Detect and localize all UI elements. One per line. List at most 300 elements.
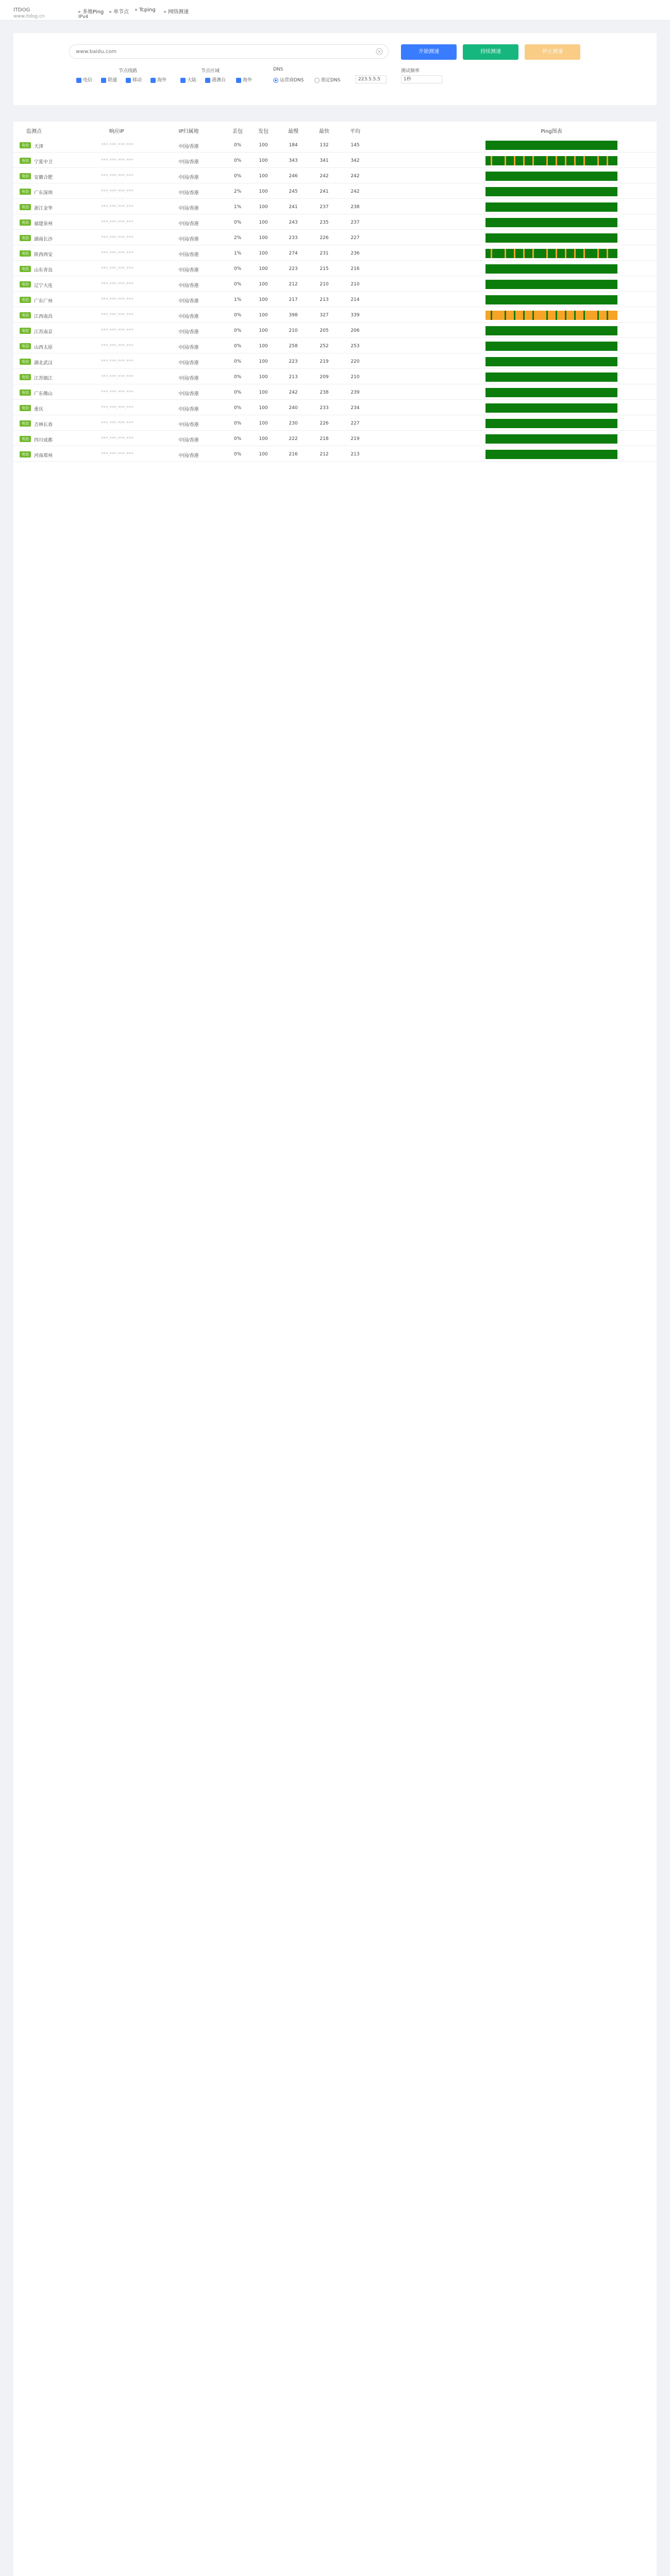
avg-latency: 216 bbox=[350, 266, 360, 272]
avg-latency: 239 bbox=[350, 390, 360, 395]
top-bar bbox=[0, 0, 670, 21]
loss-rate: 0% bbox=[233, 390, 242, 395]
loss-rate: 0% bbox=[233, 174, 242, 179]
ping-chart-spike bbox=[574, 156, 576, 165]
avg-latency: 339 bbox=[350, 313, 360, 318]
table-row bbox=[13, 293, 657, 307]
avg-latency: 220 bbox=[350, 359, 360, 364]
site-name: 湖南长沙 bbox=[34, 237, 53, 242]
table-row bbox=[13, 231, 657, 245]
site-name: 宁夏中卫 bbox=[34, 160, 53, 165]
response-ip: ***.***.***.*** bbox=[101, 282, 133, 287]
ping-chart-spike bbox=[583, 311, 585, 320]
bullet-icon bbox=[109, 11, 111, 13]
interval-select[interactable]: 1秒 bbox=[401, 75, 442, 83]
ping-chart-spike bbox=[583, 249, 585, 258]
max-latency: 233 bbox=[289, 235, 298, 241]
sent-count: 100 bbox=[259, 143, 268, 148]
ping-chart bbox=[485, 218, 617, 227]
close-icon[interactable] bbox=[376, 48, 383, 55]
site-name: 吉林长春 bbox=[34, 422, 53, 428]
ping-chart-fill bbox=[485, 372, 617, 382]
sent-count: 100 bbox=[259, 436, 268, 442]
response-ip: ***.***.***.*** bbox=[101, 220, 133, 225]
loss-rate: 0% bbox=[233, 436, 242, 442]
checkbox-icon bbox=[150, 78, 156, 83]
max-latency: 274 bbox=[289, 251, 298, 256]
ping-chart bbox=[485, 342, 617, 351]
isp-badge: 电信 bbox=[20, 312, 31, 318]
max-latency: 217 bbox=[289, 297, 298, 302]
table-row bbox=[13, 447, 657, 462]
max-latency: 184 bbox=[289, 143, 298, 148]
sent-count: 100 bbox=[259, 375, 268, 380]
loss-rate: 0% bbox=[233, 158, 242, 163]
loss-rate: 0% bbox=[233, 421, 242, 426]
ping-chart bbox=[485, 326, 617, 335]
avg-latency: 238 bbox=[350, 205, 360, 210]
min-latency: 241 bbox=[320, 189, 329, 194]
nav-ping[interactable]: 多地Ping bbox=[78, 7, 104, 15]
site-name: 重庆 bbox=[34, 407, 44, 412]
ping-chart bbox=[485, 264, 617, 274]
ping-chart-spike bbox=[514, 156, 515, 165]
response-ip: ***.***.***.*** bbox=[101, 344, 133, 349]
line-filter-label: 节点线路 bbox=[119, 69, 138, 74]
table-row bbox=[13, 169, 657, 183]
ping-chart-spike bbox=[514, 249, 515, 258]
ping-chart-spike bbox=[491, 156, 492, 165]
isp-badge: 电信 bbox=[20, 436, 31, 442]
line-checkbox-mobile[interactable]: 移动 bbox=[126, 76, 142, 83]
table-row bbox=[13, 308, 657, 323]
table-row bbox=[13, 385, 657, 400]
ping-chart-fill bbox=[485, 141, 617, 150]
response-ip: ***.***.***.*** bbox=[101, 328, 133, 333]
sent-count: 100 bbox=[259, 235, 268, 241]
ip-location: 中国/香港 bbox=[178, 392, 199, 397]
site-name: 山东青岛 bbox=[34, 268, 53, 273]
ip-location: 中国/香港 bbox=[178, 438, 199, 443]
sent-count: 100 bbox=[259, 158, 268, 163]
ip-location: 中国/香港 bbox=[178, 314, 199, 319]
sent-count: 100 bbox=[259, 220, 268, 225]
ping-chart bbox=[485, 187, 617, 196]
sent-count: 100 bbox=[259, 297, 268, 302]
bullet-icon bbox=[164, 11, 166, 13]
region-checkbox-overseas[interactable]: 海外 bbox=[236, 76, 252, 83]
brand-url: www.itdog.cn bbox=[13, 14, 45, 19]
ping-chart-spike bbox=[597, 311, 599, 320]
isp-badge: 电信 bbox=[20, 451, 31, 457]
sent-count: 100 bbox=[259, 344, 268, 349]
sent-count: 100 bbox=[259, 452, 268, 457]
avg-latency: 210 bbox=[350, 282, 360, 287]
isp-badge: 电信 bbox=[20, 219, 31, 226]
loss-rate: 2% bbox=[233, 235, 242, 241]
region-filter-label: 节点区域 bbox=[201, 69, 220, 74]
max-latency: 240 bbox=[289, 405, 298, 411]
min-latency: 210 bbox=[320, 282, 329, 287]
response-ip: ***.***.***.*** bbox=[101, 313, 133, 318]
max-latency: 223 bbox=[289, 359, 298, 364]
sent-count: 100 bbox=[259, 405, 268, 411]
nav-tcping[interactable]: Tcping bbox=[135, 7, 156, 13]
avg-latency: 219 bbox=[350, 436, 360, 442]
site-name: 陕西西安 bbox=[34, 252, 53, 258]
search-box[interactable] bbox=[69, 44, 389, 59]
ip-location: 中国/香港 bbox=[178, 252, 199, 258]
header-location[interactable]: IP归属地 bbox=[178, 129, 199, 134]
sent-count: 100 bbox=[259, 390, 268, 395]
site-name: 江西南昌 bbox=[34, 314, 53, 319]
line-checkbox-overseas[interactable]: 海外 bbox=[150, 76, 166, 83]
line-checkbox-telecom[interactable]: 电信 bbox=[76, 76, 92, 83]
isp-badge: 电信 bbox=[20, 389, 31, 396]
avg-latency: 210 bbox=[350, 375, 360, 380]
site-name: 四川成都 bbox=[34, 438, 53, 443]
ip-location: 中国/香港 bbox=[178, 191, 199, 196]
ping-chart-spike bbox=[532, 311, 534, 320]
site-name: 河南郑州 bbox=[34, 453, 53, 459]
table-row bbox=[13, 339, 657, 353]
response-ip: ***.***.***.*** bbox=[101, 266, 133, 272]
isp-badge: 电信 bbox=[20, 250, 31, 257]
ip-location: 中国/香港 bbox=[178, 407, 199, 412]
ip-location: 中国/香港 bbox=[178, 175, 199, 180]
min-latency: 252 bbox=[320, 344, 329, 349]
loss-rate: 1% bbox=[233, 297, 242, 302]
region-checkbox-hmt[interactable]: 港澳台 bbox=[205, 76, 226, 83]
sent-count: 100 bbox=[259, 328, 268, 333]
ip-location: 中国/香港 bbox=[178, 268, 199, 273]
ping-chart bbox=[485, 233, 617, 243]
avg-latency: 253 bbox=[350, 344, 360, 349]
isp-badge: 电信 bbox=[20, 374, 31, 380]
site-name: 湖北武汉 bbox=[34, 361, 53, 366]
response-ip: ***.***.***.*** bbox=[101, 158, 133, 163]
radio-off-icon bbox=[314, 78, 320, 83]
table-row bbox=[13, 432, 657, 446]
isp-badge: 电信 bbox=[20, 405, 31, 411]
max-latency: 223 bbox=[289, 266, 298, 272]
ip-location: 中国/香港 bbox=[178, 422, 199, 428]
loss-rate: 1% bbox=[233, 205, 242, 210]
ping-chart-spike bbox=[556, 156, 557, 165]
ip-location: 中国/香港 bbox=[178, 160, 199, 165]
min-latency: 242 bbox=[320, 174, 329, 179]
header-min[interactable]: 最快 bbox=[319, 129, 329, 134]
loss-rate: 0% bbox=[233, 405, 242, 411]
header-loss[interactable]: 丢包 bbox=[232, 129, 243, 134]
ip-location: 中国/香港 bbox=[178, 330, 199, 335]
avg-latency: 236 bbox=[350, 251, 360, 256]
avg-latency: 234 bbox=[350, 405, 360, 411]
ping-chart-spike bbox=[574, 311, 576, 320]
avg-latency: 342 bbox=[350, 158, 360, 163]
dns-label: DNS bbox=[273, 67, 283, 72]
ping-chart-spike bbox=[574, 249, 576, 258]
ping-chart-fill bbox=[485, 403, 617, 413]
response-ip: ***.***.***.*** bbox=[101, 189, 133, 194]
response-ip: ***.***.***.*** bbox=[101, 359, 133, 364]
ping-chart-fill bbox=[485, 280, 617, 289]
site-name: 福建泉州 bbox=[34, 222, 53, 227]
table-row bbox=[13, 416, 657, 431]
max-latency: 212 bbox=[289, 282, 298, 287]
site-name: 江苏镇江 bbox=[34, 376, 53, 381]
checkbox-icon bbox=[236, 78, 241, 83]
results-panel bbox=[13, 122, 657, 2576]
interval-label: 测试频率 bbox=[401, 69, 420, 74]
ping-chart-fill bbox=[485, 202, 617, 212]
ping-chart-spike bbox=[607, 311, 608, 320]
avg-latency: 237 bbox=[350, 220, 360, 225]
max-latency: 216 bbox=[289, 452, 298, 457]
isp-badge: 电信 bbox=[20, 281, 31, 287]
ping-chart-fill bbox=[485, 218, 617, 227]
checkbox-icon bbox=[205, 78, 210, 83]
table-row bbox=[13, 154, 657, 168]
sent-count: 100 bbox=[259, 174, 268, 179]
site-name: 安徽合肥 bbox=[34, 175, 53, 180]
loss-rate: 0% bbox=[233, 452, 242, 457]
table-row bbox=[13, 138, 657, 152]
isp-badge: 电信 bbox=[20, 297, 31, 303]
ping-chart-fill bbox=[485, 388, 617, 397]
ip-location: 中国/香港 bbox=[178, 345, 199, 350]
response-ip: ***.***.***.*** bbox=[101, 421, 133, 426]
response-ip: ***.***.***.*** bbox=[101, 205, 133, 210]
ping-chart bbox=[485, 311, 617, 320]
max-latency: 245 bbox=[289, 189, 298, 194]
avg-latency: 213 bbox=[350, 452, 360, 457]
avg-latency: 242 bbox=[350, 174, 360, 179]
ping-chart-spike bbox=[565, 156, 566, 165]
ping-chart-fill bbox=[485, 326, 617, 335]
ping-chart-spike bbox=[523, 311, 525, 320]
ping-chart-spike bbox=[607, 156, 608, 165]
ip-location: 中国/香港 bbox=[178, 144, 199, 149]
site-name: 山西太原 bbox=[34, 345, 53, 350]
ping-chart-spike bbox=[556, 311, 557, 320]
site-name: 广东广州 bbox=[34, 299, 53, 304]
avg-latency: 227 bbox=[350, 235, 360, 241]
ping-chart-fill bbox=[485, 264, 617, 274]
min-latency: 132 bbox=[320, 143, 329, 148]
site-name: 浙江金华 bbox=[34, 206, 53, 211]
dns-radio-isp[interactable]: 运营商DNS bbox=[273, 76, 304, 83]
ping-chart-spike bbox=[607, 249, 608, 258]
response-ip: ***.***.***.*** bbox=[101, 174, 133, 179]
stop-test-button[interactable]: 停止测速 bbox=[525, 44, 580, 60]
response-ip: ***.***.***.*** bbox=[101, 452, 133, 457]
ping-chart bbox=[485, 403, 617, 413]
min-latency: 233 bbox=[320, 405, 329, 411]
sent-count: 100 bbox=[259, 282, 268, 287]
header-chart[interactable]: Ping图表 bbox=[541, 129, 562, 134]
ping-chart bbox=[485, 419, 617, 428]
min-latency: 341 bbox=[320, 158, 329, 163]
isp-badge: 电信 bbox=[20, 204, 31, 210]
min-latency: 209 bbox=[320, 375, 329, 380]
site-name: 广东深圳 bbox=[34, 191, 53, 196]
ping-chart bbox=[485, 357, 617, 366]
min-latency: 205 bbox=[320, 328, 329, 333]
nav-single[interactable]: 单节点 bbox=[109, 7, 129, 15]
site-name: 江苏南京 bbox=[34, 330, 53, 335]
response-ip: ***.***.***.*** bbox=[101, 251, 133, 256]
sent-count: 100 bbox=[259, 313, 268, 318]
ping-chart-spike bbox=[505, 311, 506, 320]
response-ip: ***.***.***.*** bbox=[101, 390, 133, 395]
dns-radio-custom[interactable]: 指定DNS bbox=[314, 76, 340, 83]
start-test-button[interactable]: 开始测速 bbox=[401, 44, 457, 60]
loss-rate: 0% bbox=[233, 375, 242, 380]
ip-location: 中国/香港 bbox=[178, 376, 199, 381]
min-latency: 226 bbox=[320, 421, 329, 426]
response-ip: ***.***.***.*** bbox=[101, 235, 133, 241]
continuous-test-button[interactable]: 持续测速 bbox=[463, 44, 518, 60]
site-name: 广东佛山 bbox=[34, 392, 53, 397]
ping-chart-spike bbox=[597, 249, 599, 258]
max-latency: 343 bbox=[289, 158, 298, 163]
min-latency: 231 bbox=[320, 251, 329, 256]
ping-chart bbox=[485, 141, 617, 150]
table-row bbox=[13, 262, 657, 276]
isp-badge: 电信 bbox=[20, 158, 31, 164]
loss-rate: 0% bbox=[233, 359, 242, 364]
max-latency: 230 bbox=[289, 421, 298, 426]
min-latency: 212 bbox=[320, 452, 329, 457]
ping-chart-fill bbox=[485, 172, 617, 181]
isp-badge: 电信 bbox=[20, 359, 31, 365]
loss-rate: 0% bbox=[233, 344, 242, 349]
ping-chart-spike bbox=[556, 249, 557, 258]
table-row bbox=[13, 401, 657, 415]
sent-count: 100 bbox=[259, 189, 268, 194]
avg-latency: 227 bbox=[350, 421, 360, 426]
min-latency: 213 bbox=[320, 297, 329, 302]
checkbox-icon bbox=[76, 78, 81, 83]
checkbox-icon bbox=[101, 78, 106, 83]
max-latency: 242 bbox=[289, 390, 298, 395]
ping-chart bbox=[485, 280, 617, 289]
search-input[interactable] bbox=[76, 47, 364, 56]
loss-rate: 0% bbox=[233, 220, 242, 225]
table-row bbox=[13, 200, 657, 214]
min-latency: 237 bbox=[320, 205, 329, 210]
min-latency: 219 bbox=[320, 359, 329, 364]
ping-chart-fill bbox=[485, 233, 617, 243]
table-row bbox=[13, 354, 657, 369]
loss-rate: 0% bbox=[233, 328, 242, 333]
ping-chart-fill bbox=[485, 342, 617, 351]
table-row bbox=[13, 324, 657, 338]
nav-speedtest[interactable]: 网络测速 bbox=[164, 7, 189, 15]
max-latency: 258 bbox=[289, 344, 298, 349]
line-checkbox-unicom[interactable]: 联通 bbox=[101, 76, 117, 83]
dns-input[interactable]: 223.5.5.5 bbox=[356, 75, 387, 83]
ping-chart-fill bbox=[485, 295, 617, 304]
site-name: 辽宁大连 bbox=[34, 283, 53, 289]
avg-latency: 206 bbox=[350, 328, 360, 333]
region-checkbox-mainland[interactable]: 大陆 bbox=[180, 76, 196, 83]
ping-chart-fill bbox=[485, 357, 617, 366]
header-sent[interactable]: 发包 bbox=[258, 129, 269, 134]
response-ip: ***.***.***.*** bbox=[101, 436, 133, 442]
response-ip: ***.***.***.*** bbox=[101, 143, 133, 148]
loss-rate: 1% bbox=[233, 251, 242, 256]
isp-badge: 电信 bbox=[20, 235, 31, 241]
avg-latency: 145 bbox=[350, 143, 360, 148]
loss-rate: 0% bbox=[233, 266, 242, 272]
ping-chart bbox=[485, 172, 617, 181]
loss-rate: 0% bbox=[233, 282, 242, 287]
min-latency: 215 bbox=[320, 266, 329, 272]
checkbox-icon bbox=[180, 78, 186, 83]
sent-count: 100 bbox=[259, 251, 268, 256]
ping-chart bbox=[485, 156, 617, 165]
ip-location: 中国/香港 bbox=[178, 206, 199, 211]
ping-chart bbox=[485, 372, 617, 382]
max-latency: 210 bbox=[289, 328, 298, 333]
table-row bbox=[13, 184, 657, 199]
isp-badge: 电信 bbox=[20, 328, 31, 334]
ping-chart-spike bbox=[505, 156, 506, 165]
ping-chart bbox=[485, 388, 617, 397]
header-ip[interactable]: 响应IP bbox=[109, 129, 124, 134]
header-max[interactable]: 最慢 bbox=[288, 129, 298, 134]
loss-rate: 2% bbox=[233, 189, 242, 194]
ping-chart-spike bbox=[532, 249, 534, 258]
ping-chart-spike bbox=[565, 249, 566, 258]
table-row bbox=[13, 215, 657, 230]
checkbox-icon bbox=[126, 78, 131, 83]
header-avg[interactable]: 平均 bbox=[350, 129, 360, 134]
ping-chart-spike bbox=[491, 311, 492, 320]
header-site[interactable]: 监测点 bbox=[26, 129, 42, 134]
sent-count: 100 bbox=[259, 205, 268, 210]
ping-chart bbox=[485, 434, 617, 444]
table-row bbox=[13, 370, 657, 384]
ping-chart-spike bbox=[523, 249, 525, 258]
min-latency: 238 bbox=[320, 390, 329, 395]
ping-chart bbox=[485, 202, 617, 212]
ping-chart-spike bbox=[546, 311, 548, 320]
ping-chart-spike bbox=[546, 156, 548, 165]
avg-latency: 242 bbox=[350, 189, 360, 194]
ping-chart-fill bbox=[485, 434, 617, 444]
isp-badge: 电信 bbox=[20, 189, 31, 195]
isp-badge: 电信 bbox=[20, 173, 31, 179]
loss-rate: 0% bbox=[233, 143, 242, 148]
max-latency: 243 bbox=[289, 220, 298, 225]
isp-badge: 电信 bbox=[20, 266, 31, 272]
nav-ipv4[interactable]: IPv4 bbox=[78, 14, 89, 20]
sent-count: 100 bbox=[259, 359, 268, 364]
ping-chart-spike bbox=[532, 156, 534, 165]
isp-badge: 电信 bbox=[20, 142, 31, 148]
brand-name[interactable]: ITDOG bbox=[13, 7, 30, 13]
ping-chart-spike bbox=[583, 156, 585, 165]
ping-chart-fill bbox=[485, 187, 617, 196]
query-panel bbox=[13, 33, 657, 105]
table-row bbox=[13, 246, 657, 261]
min-latency: 327 bbox=[320, 313, 329, 318]
ping-chart-fill bbox=[485, 419, 617, 428]
response-ip: ***.***.***.*** bbox=[101, 405, 133, 411]
